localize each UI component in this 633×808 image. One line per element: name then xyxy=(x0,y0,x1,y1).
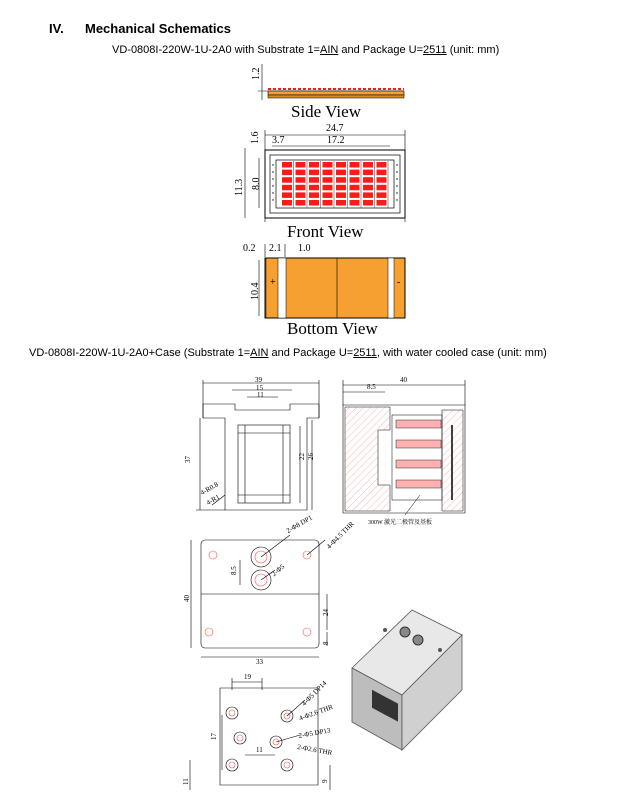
front-view-dim-inner-width: 17.2 xyxy=(327,135,345,146)
bottom-view-minus-sign: - xyxy=(397,277,401,288)
caption-module: VD-0808I-220W-1U-2A0 with Substrate 1=AIN and Package U=2511 (unit: mm) xyxy=(112,44,500,56)
case-bottom-dim-17: 17 xyxy=(210,733,218,740)
case-bottom-hole-label-3: 2-Φ5 DP13 xyxy=(298,726,332,740)
case-top-hole-label-3: 2-Φ5 xyxy=(270,562,287,579)
case-top-dim-24: 24 xyxy=(322,609,330,616)
bottom-view-dim-gap: 1.0 xyxy=(298,243,311,254)
side-view-label: Side View xyxy=(291,102,361,121)
case-bottom-hole-label-2: 4-Φ2.6 THR xyxy=(298,702,335,723)
bottom-view-dim-edge: 0.2 xyxy=(243,243,256,254)
front-view-dim-top: 1.6 xyxy=(250,131,261,144)
case-bottom-dim-11b: 11 xyxy=(182,778,190,785)
case-section-note: 300W 激光二极管及基板 xyxy=(368,520,433,526)
front-view-dim-offset: 3.7 xyxy=(272,135,285,146)
case-front-dim-15: 15 xyxy=(256,384,263,392)
case-front-radius-2: 4-R1 xyxy=(205,493,222,507)
case-bottom-dim-9: 9 xyxy=(321,779,329,783)
bottom-view-plus-sign: + xyxy=(270,277,276,288)
case-top-hole-label-2: 4-Φ4.5 THR xyxy=(325,519,356,551)
section-number: IV. xyxy=(49,21,64,36)
case-bottom-hole-label-4: 2-Φ2.6 THR xyxy=(296,743,333,758)
case-bottom-dim-19: 19 xyxy=(244,673,251,681)
case-front-dim-26: 26 xyxy=(307,453,315,460)
case-front-dim-11: 11 xyxy=(257,391,264,399)
front-view-dim-inner-height: 8.0 xyxy=(251,177,262,190)
case-front-dim-22: 22 xyxy=(298,453,306,460)
case-section-dim-40: 40 xyxy=(400,376,407,384)
caption-case: VD-0808I-220W-1U-2A0+Case (Substrate 1=AIN and Package U=2511, with water cooled case (unit: mm) xyxy=(29,347,547,359)
case-top-dim-40: 40 xyxy=(183,595,191,602)
case-section-dim-8-5: 8.5 xyxy=(367,383,376,391)
case-front-dim-37: 37 xyxy=(184,456,192,463)
case-bottom-hole-label-1: 4-Φ5 DP14 xyxy=(300,679,329,708)
front-view-dim-height: 11.3 xyxy=(234,178,245,196)
side-view-dim-height: 1.2 xyxy=(251,67,262,80)
front-view-label: Front View xyxy=(287,222,364,241)
case-top-hole-label-1: 2-Φ8 DP1 xyxy=(285,513,314,535)
section-title: Mechanical Schematics xyxy=(85,21,231,36)
bottom-view-dim-pad: 2.1 xyxy=(269,243,282,254)
front-view-dim-total-width: 24.7 xyxy=(326,123,344,134)
case-top-dim-33: 33 xyxy=(256,658,263,666)
case-bottom-dim-11a: 11 xyxy=(256,746,263,754)
case-front-dim-39: 39 xyxy=(255,376,262,384)
bottom-view-label: Bottom View xyxy=(287,319,378,338)
case-front-radius-1: 4-R0.8 xyxy=(199,480,220,497)
bottom-view-dim-height: 10.4 xyxy=(250,282,261,300)
case-top-dim-8-5: 8.5 xyxy=(230,566,238,575)
case-top-dim-8: 8 xyxy=(322,641,330,645)
